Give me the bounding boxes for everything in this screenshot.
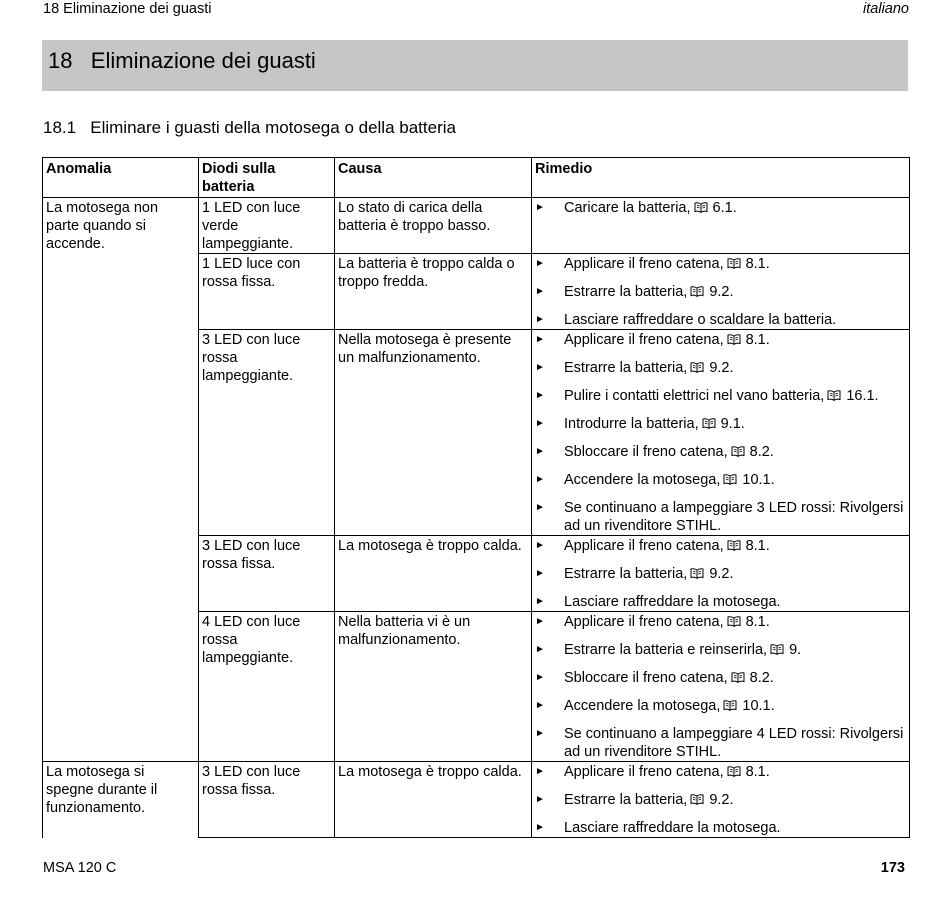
triangle-right-icon: ► [535,616,545,627]
triangle-right-icon: ► [535,286,545,297]
remedy-cell [532,612,910,762]
triangle-right-icon: ► [535,362,545,373]
cross-reference[interactable]: 10.1. [742,472,775,488]
list-item [535,593,906,611]
book-icon [690,284,704,295]
book-icon [723,698,737,709]
remedy-text: Introdurre la batteria, [564,416,699,432]
anomaly-cell: La motosega non parte quando si accende. [43,198,199,762]
page-number: 173 [880,860,905,876]
led-cell: 3 LED con luce rossa fissa. [199,762,335,838]
book-icon [827,388,841,399]
remedy-list [535,331,906,535]
cross-reference[interactable]: 8.1. [745,332,770,348]
cross-reference[interactable]: 9.2. [709,284,734,300]
remedy-cell [532,330,910,536]
cross-reference[interactable]: 9.2. [709,360,734,376]
book-icon [727,614,741,625]
header-cell: Diodi sulla batteria [199,158,335,198]
remedy-cell [532,536,910,612]
remedy-text: Estrarre la batteria, [564,284,688,300]
remedy-cell [532,198,910,254]
list-item [535,641,906,659]
list-item [535,283,906,301]
remedy-text: Accendere la motosega, [564,472,721,488]
led-cell: 3 LED con luce rossa fissa. [199,536,335,612]
remedy-text: Estrarre la batteria, [564,792,688,808]
cross-reference[interactable]: 10.1. [742,698,775,714]
triangle-right-icon: ► [535,202,545,213]
cross-reference[interactable]: 8.1. [745,538,770,554]
remedy-cell [532,254,910,330]
triangle-right-icon: ► [535,596,545,607]
book-icon [690,792,704,803]
footer-model: MSA 120 C [43,860,117,876]
triangle-right-icon: ► [535,418,545,429]
cross-reference[interactable]: 8.1. [745,614,770,630]
book-icon [770,642,784,653]
list-item [535,255,906,273]
table-header-row [43,158,910,198]
list-item [535,359,906,377]
book-icon [690,360,704,371]
list-item [535,819,906,837]
list-item [535,443,906,461]
remedy-text: Sbloccare il freno catena, [564,444,728,460]
running-header-chapter: 18 Eliminazione dei guasti [43,1,212,17]
section-title: 18.1 Eliminare i guasti della motosega o della batteria [43,118,456,137]
remedy-text: Se continuano a lampeggiare 4 LED rossi: Rivolgersi ad un rivenditore STIHL. [564,726,904,760]
list-item [535,565,906,583]
header-cell: Causa [335,158,532,198]
triangle-right-icon: ► [535,568,545,579]
book-icon [731,444,745,455]
cause-cell: La batteria è troppo calda o troppo fredda. [335,254,532,330]
list-item [535,387,906,405]
remedy-text: Caricare la batteria, [564,200,691,216]
triangle-right-icon: ► [535,644,545,655]
triangle-right-icon: ► [535,822,545,833]
book-icon [690,566,704,577]
book-icon [727,256,741,267]
list-item [535,471,906,489]
list-item [535,537,906,555]
cause-cell: Nella batteria vi è un malfunzionamento. [335,612,532,762]
remedy-list [535,255,906,329]
remedy-text: Accendere la motosega, [564,698,721,714]
chapter-title: 18 Eliminazione dei guasti [48,48,316,73]
triangle-right-icon: ► [535,794,545,805]
cross-reference[interactable]: 8.1. [745,764,770,780]
book-icon [694,200,708,211]
list-item [535,499,906,535]
remedy-text: Sbloccare il freno catena, [564,670,728,686]
cross-reference[interactable]: 9. [789,642,802,658]
anomaly-cell: La motosega si spegne durante il funzionamento. [43,762,199,838]
triangle-right-icon: ► [535,474,545,485]
triangle-right-icon: ► [535,390,545,401]
table-row [43,762,910,838]
remedy-text: Estrarre la batteria, [564,360,688,376]
book-icon [723,472,737,483]
remedy-text: Applicare il freno catena, [564,764,724,780]
book-icon [727,332,741,343]
list-item [535,669,906,687]
remedy-cell [532,762,910,838]
book-icon [702,416,716,427]
triangle-right-icon: ► [535,314,545,325]
remedy-text: Estrarre la batteria e reinserirla, [564,642,768,658]
list-item [535,697,906,715]
list-item [535,311,906,329]
list-item [535,415,906,433]
triangle-right-icon: ► [535,502,545,513]
cause-cell: La motosega è troppo calda. [335,762,532,838]
cross-reference[interactable]: 8.2. [749,444,774,460]
cross-reference[interactable]: 16.1. [846,388,879,404]
remedy-list [535,537,906,611]
list-item [535,331,906,349]
remedy-text: Lasciare raffreddare la motosega. [564,594,781,610]
cross-reference[interactable]: 6.1. [712,200,737,216]
triangle-right-icon: ► [535,672,545,683]
cross-reference[interactable]: 9.2. [709,792,734,808]
led-cell: 1 LED luce con rossa fissa. [199,254,335,330]
cross-reference[interactable]: 9.1. [720,416,745,432]
list-item [535,791,906,809]
remedy-list [535,763,906,837]
book-icon [727,764,741,775]
remedy-list [535,613,906,761]
header-cell: Rimedio [532,158,910,198]
remedy-text: Se continuano a lampeggiare 3 LED rossi: Rivolgersi ad un rivenditore STIHL. [564,500,904,534]
list-item [535,763,906,781]
cross-reference[interactable]: 9.2. [709,566,734,582]
led-cell: 3 LED con luce rossa lampeggiante. [199,330,335,536]
remedy-text: Applicare il freno catena, [564,538,724,554]
triangle-right-icon: ► [535,334,545,345]
led-cell: 4 LED con luce rossa lampeggiante. [199,612,335,762]
remedy-text: Applicare il freno catena, [564,614,724,630]
triangle-right-icon: ► [535,700,545,711]
remedy-text: Applicare il freno catena, [564,332,724,348]
triangle-right-icon: ► [535,258,545,269]
triangle-right-icon: ► [535,766,545,777]
troubleshooting-table [42,157,910,838]
cause-cell: Lo stato di carica della batteria è troppo basso. [335,198,532,254]
list-item [535,199,906,217]
header-cell: Anomalia [43,158,199,198]
table-row [43,198,910,254]
led-cell: 1 LED con luce verde lampeggiante. [199,198,335,254]
list-item [535,613,906,631]
remedy-text: Lasciare raffreddare o scaldare la batteria. [564,312,837,328]
cause-cell: La motosega è troppo calda. [335,536,532,612]
chapter-banner [42,40,908,91]
remedy-text: Applicare il freno catena, [564,256,724,272]
triangle-right-icon: ► [535,728,545,739]
remedy-text: Pulire i contatti elettrici nel vano batteria, [564,388,825,404]
book-icon [727,538,741,549]
remedy-text: Estrarre la batteria, [564,566,688,582]
list-item [535,725,906,761]
remedy-list [535,199,906,217]
book-icon [731,670,745,681]
triangle-right-icon: ► [535,540,545,551]
cross-reference[interactable]: 8.1. [745,256,770,272]
running-header-language: italiano [863,1,909,17]
triangle-right-icon: ► [535,446,545,457]
remedy-text: Lasciare raffreddare la motosega. [564,820,781,836]
cause-cell: Nella motosega è presente un malfunzionamento. [335,330,532,536]
cross-reference[interactable]: 8.2. [749,670,774,686]
